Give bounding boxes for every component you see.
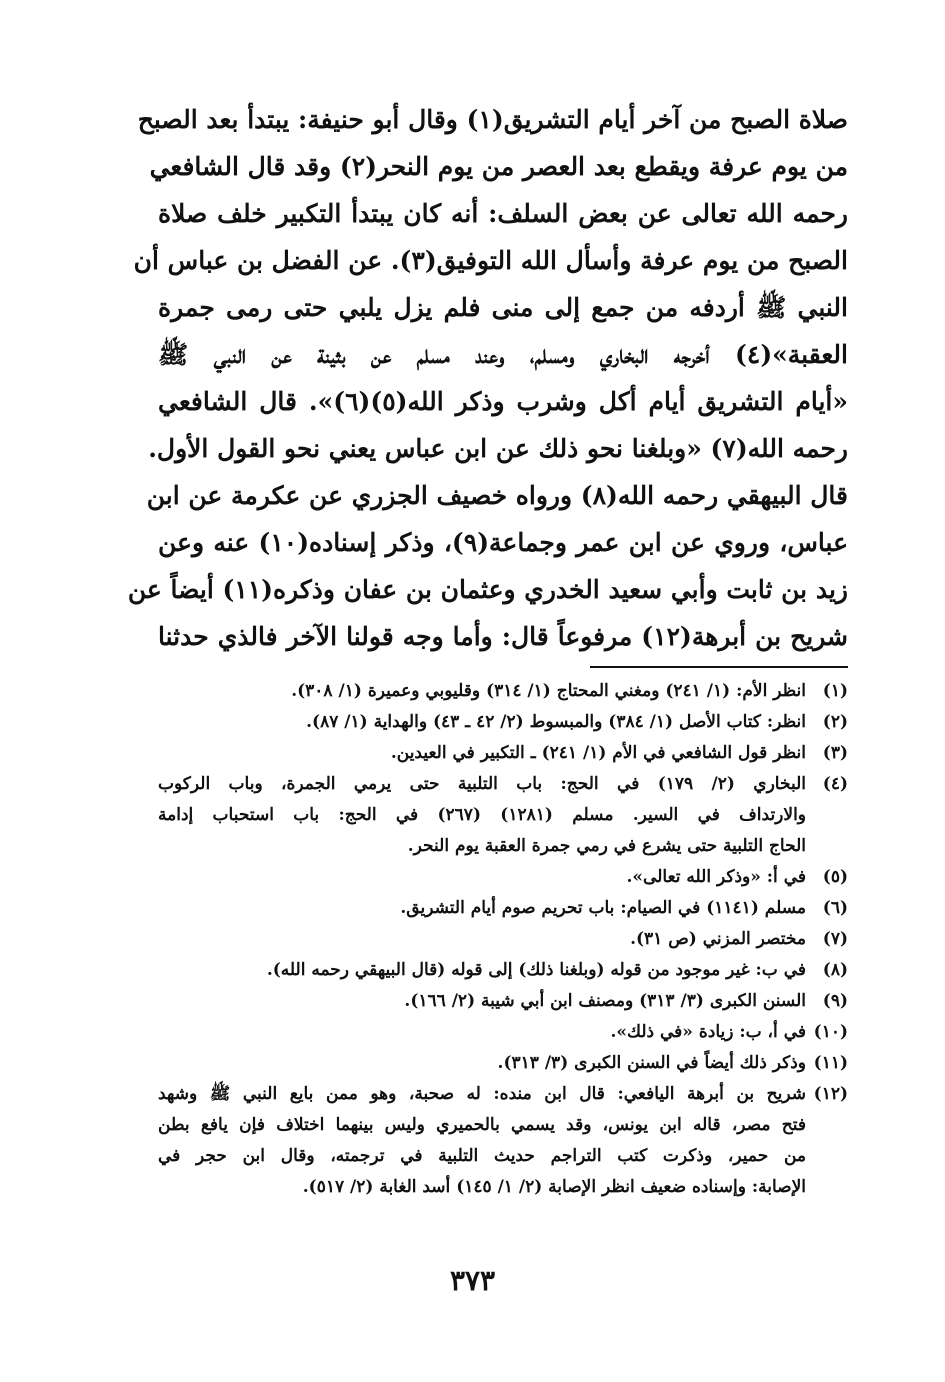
footnote-number: (٢)	[822, 712, 848, 732]
footnote-number: (٤)	[822, 774, 848, 794]
footnote-body	[158, 1079, 806, 1203]
main-text-line: شريح بن أبرهة(١٢) مرفوعاً قال: وأما وجه قولنا الآخر فالذي حدثنا	[158, 622, 848, 651]
footnote-number: (١٠)	[813, 1022, 848, 1042]
footnote-line: السنن الكبرى (٣/ ٣١٣) ومصنف ابن أبي شيبة (٢/ ١٦٦).	[404, 991, 806, 1011]
footnote-line: مسلم (١١٤١) في الصيام: باب تحريم صوم أيام التشريق.	[400, 898, 806, 918]
footnote-number: (١٢)	[813, 1084, 848, 1104]
footnote-body	[158, 769, 806, 862]
footnote-body	[158, 676, 806, 707]
footnote	[158, 986, 848, 1017]
main-text-line: «أيام التشريق أيام أكل وشرب وذكر الله(٥)(٦)». قال الشافعي	[158, 387, 848, 416]
footnote	[158, 769, 848, 862]
footnote	[158, 707, 848, 738]
footnote-number: (٩)	[822, 991, 848, 1011]
footnote-line: انظر قول الشافعي في الأم (١/ ٢٤١) ـ التكبير في العيدين.	[390, 743, 806, 763]
footnote	[158, 924, 848, 955]
footnote-line: الإصابة: وإسناده ضعيف انظر الإصابة (٢/ ١/ ١٤٥) أسد الغابة (٢/ ٥١٧).	[302, 1177, 806, 1197]
footnote-body	[158, 924, 806, 955]
main-text-line: العقبة»(٤) أخرجه البخاري ومسلم، وعند مسلم عن بثينة عن النبي ﷺ	[158, 340, 848, 369]
footnotes-block	[158, 676, 848, 1203]
footnote	[158, 1048, 848, 1079]
footnote-line: البخاري (٢/ ١٧٩) في الحج: باب التلبية حتى يرمي الجمرة، وباب الركوب	[158, 774, 806, 794]
main-text-line: صلاة الصبح من آخر أيام التشريق(١) وقال أبو حنيفة: يبتدأ بعد الصبح	[137, 105, 848, 134]
footnote-body	[158, 893, 806, 924]
footnote-line: انظر الأم: (١/ ٢٤١) ومغني المحتاج (١/ ٣١٤) وقليوبي وعميرة (١/ ٣٠٨).	[291, 681, 806, 701]
footnote-line: في أ، ب: زيادة «في ذلك».	[610, 1022, 806, 1042]
main-text-line: رحمه الله تعالى عن بعض السلف: أنه كان يبتدأ التكبير خلف صلاة	[158, 199, 848, 228]
footnote-body	[158, 738, 806, 769]
main-text-line: من يوم عرفة ويقطع بعد العصر من يوم النحر(٢) وقد قال الشافعي	[149, 152, 848, 181]
page-number: ٣٧٣	[449, 1264, 496, 1297]
main-text-line: زيد بن ثابت وأبي سعيد الخدري وعثمان بن عفان وذكره(١١) أيضاً عن	[127, 575, 848, 604]
footnote-line: فتح مصر، قاله ابن يونس، وقد يسمي بالحميري وليس بينهما اختلاف فإن يافع بطن	[158, 1115, 806, 1135]
footnote-line: مختصر المزني (ص ٣١).	[630, 929, 806, 949]
footnote-line: والارتداف في السير. مسلم (١٢٨١) (٢٦٧) في الحج: باب استحباب إدامة	[158, 805, 807, 825]
footnote-line: انظر: كتاب الأصل (١/ ٣٨٤) والمبسوط (٢/ ٤٢ ـ ٤٣) والهداية (١/ ٨٧).	[306, 712, 806, 732]
footnote-line: شريح بن أبرهة اليافعي: قال ابن منده: له صحبة، وهو ممن بايع النبي ﷺ وشهد	[158, 1084, 806, 1104]
main-text-line: النبي ﷺ أردفه من جمع إلى منى فلم يزل يلبي حتى رمى جمرة	[158, 293, 848, 322]
footnote	[158, 862, 848, 893]
footnote-number: (١١)	[813, 1053, 848, 1073]
footnote-body	[158, 1017, 806, 1048]
main-text-block	[127, 96, 848, 660]
footnote	[158, 676, 848, 707]
footnote	[158, 893, 848, 924]
footnote-line: في ب: غير موجود من قوله (وبلغنا ذلك) إلى قوله (قال البيهقي رحمه الله).	[266, 960, 806, 980]
main-text-line: عباس، وروي عن ابن عمر وجماعة(٩)، وذكر إسناده(١٠) عنه وعن	[158, 528, 848, 557]
footnote-body	[158, 1048, 806, 1079]
footnote-body	[158, 955, 806, 986]
footnote-line: في أ: «وذكر الله تعالى».	[626, 867, 806, 887]
main-text-line: رحمه الله(٧) «وبلغنا نحو ذلك عن ابن عباس يعني نحو القول الأول.	[148, 434, 848, 463]
main-text-line: الصبح من يوم عرفة وأسأل الله التوفيق(٣). عن الفضل بن عباس أن	[133, 246, 848, 275]
footnote-number: (٦)	[822, 898, 848, 918]
footnote-divider	[590, 666, 848, 668]
footnote	[158, 1017, 848, 1048]
footnote-number: (١)	[822, 681, 848, 701]
footnote-body	[158, 986, 806, 1017]
footnote-number: (٧)	[822, 929, 848, 949]
footnote	[158, 955, 848, 986]
footnote	[158, 1079, 848, 1203]
footnote-body	[158, 862, 806, 893]
footnote-number: (٨)	[822, 960, 848, 980]
footnote-line: الحاج التلبية حتى يشرع في رمي جمرة العقبة يوم النحر.	[407, 836, 806, 856]
footnote-line: من حمير، وذكرت كتب التراجم حديث التلبية في ترجمته، وقال ابن حجر في	[158, 1146, 806, 1166]
footnote-number: (٣)	[822, 743, 848, 763]
main-text-line: قال البيهقي رحمه الله(٨) ورواه خصيف الجزري عن عكرمة عن ابن	[146, 481, 848, 510]
footnote-body	[158, 707, 806, 738]
footnote-number: (٥)	[822, 867, 848, 887]
footnote	[158, 738, 848, 769]
footnote-line: وذكر ذلك أيضاً في السنن الكبرى (٣/ ٣١٣).	[497, 1053, 806, 1073]
